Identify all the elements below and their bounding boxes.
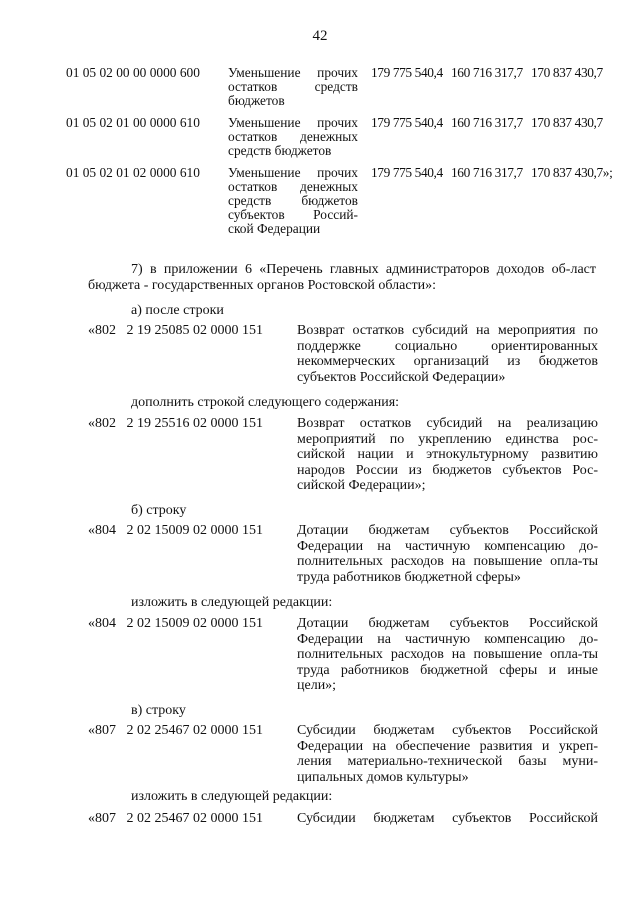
entry-text: Дотации бюджетам субъектов Российской Федерации на частичную компенсацию до-полнительных расходов на повышение опла-ты труда работников бюджетной сферы» [297,523,598,585]
intro-paragraph: 7) в приложении 6 «Перечень главных администраторов доходов об-ласт бюджета - государственных органов Ростовской области»: [88,262,596,293]
entry-code: «802 2 19 25516 02 0000 151 [88,416,263,431]
row-value-3: 170 837 430,7»; [531,165,613,180]
entry-text: Дотации бюджетам субъектов Российской Федерации на частичную компенсацию до-полнительных расходов на повышение опла-ты труда работников бюджетной сферы и иные цели»; [297,616,598,693]
row-name: Уменьшение прочих остатков денежных средств бюджетов [228,115,358,158]
row-name: Уменьшение прочих остатков денежных средств бюджетов субъектов Россий-ской Федерации [228,165,358,236]
row-code: 01 05 02 01 00 0000 610 [66,115,200,130]
row-value-2: 160 716 317,7 [451,65,523,80]
row-value-1: 179 775 540,4 [371,65,443,80]
entry-code: «804 2 02 15009 02 0000 151 [88,616,263,631]
entry-code: «807 2 02 25467 02 0000 151 [88,811,263,826]
entry-code: «802 2 19 25085 02 0000 151 [88,323,263,338]
row-value-2: 160 716 317,7 [451,165,523,180]
entry-text: Субсидии бюджетам субъектов Российской [297,811,598,826]
entry-text: Субсидии бюджетам субъектов Российской Федерации на обеспечение развития и укреп-ления материально-технической базы муни-ципальных домов культуры» [297,723,598,785]
row-code: 01 05 02 00 00 0000 600 [66,65,200,80]
entry-code: «804 2 02 15009 02 0000 151 [88,523,263,538]
label-a: а) после строки [131,303,224,318]
row-value-1: 179 775 540,4 [371,165,443,180]
row-value-1: 179 775 540,4 [371,115,443,130]
entry-code: «807 2 02 25467 02 0000 151 [88,723,263,738]
page-number: 42 [312,28,328,44]
label-add: дополнить строкой следующего содержания: [131,395,400,410]
label-state-2: изложить в следующей редакции: [131,789,333,804]
label-b: б) строку [131,503,187,518]
row-value-3: 170 837 430,7 [531,115,603,130]
label-state-1: изложить в следующей редакции: [131,595,333,610]
row-value-2: 160 716 317,7 [451,115,523,130]
entry-text: Возврат остатков субсидий на мероприятия по поддержке социально ориентированных некоммерческих организаций из бюджетов субъектов Российской Федерации» [297,323,598,385]
entry-text: Возврат остатков субсидий на реализацию мероприятий по укреплению единства рос-сийской нации и этнокультурному развитию народов России из бюджетов субъектов Рос-сийской Федерации»; [297,416,598,493]
row-value-3: 170 837 430,7 [531,65,603,80]
row-code: 01 05 02 01 02 0000 610 [66,165,200,180]
label-v: в) строку [131,703,186,718]
row-name: Уменьшение прочих остатков средств бюджетов [228,65,358,108]
